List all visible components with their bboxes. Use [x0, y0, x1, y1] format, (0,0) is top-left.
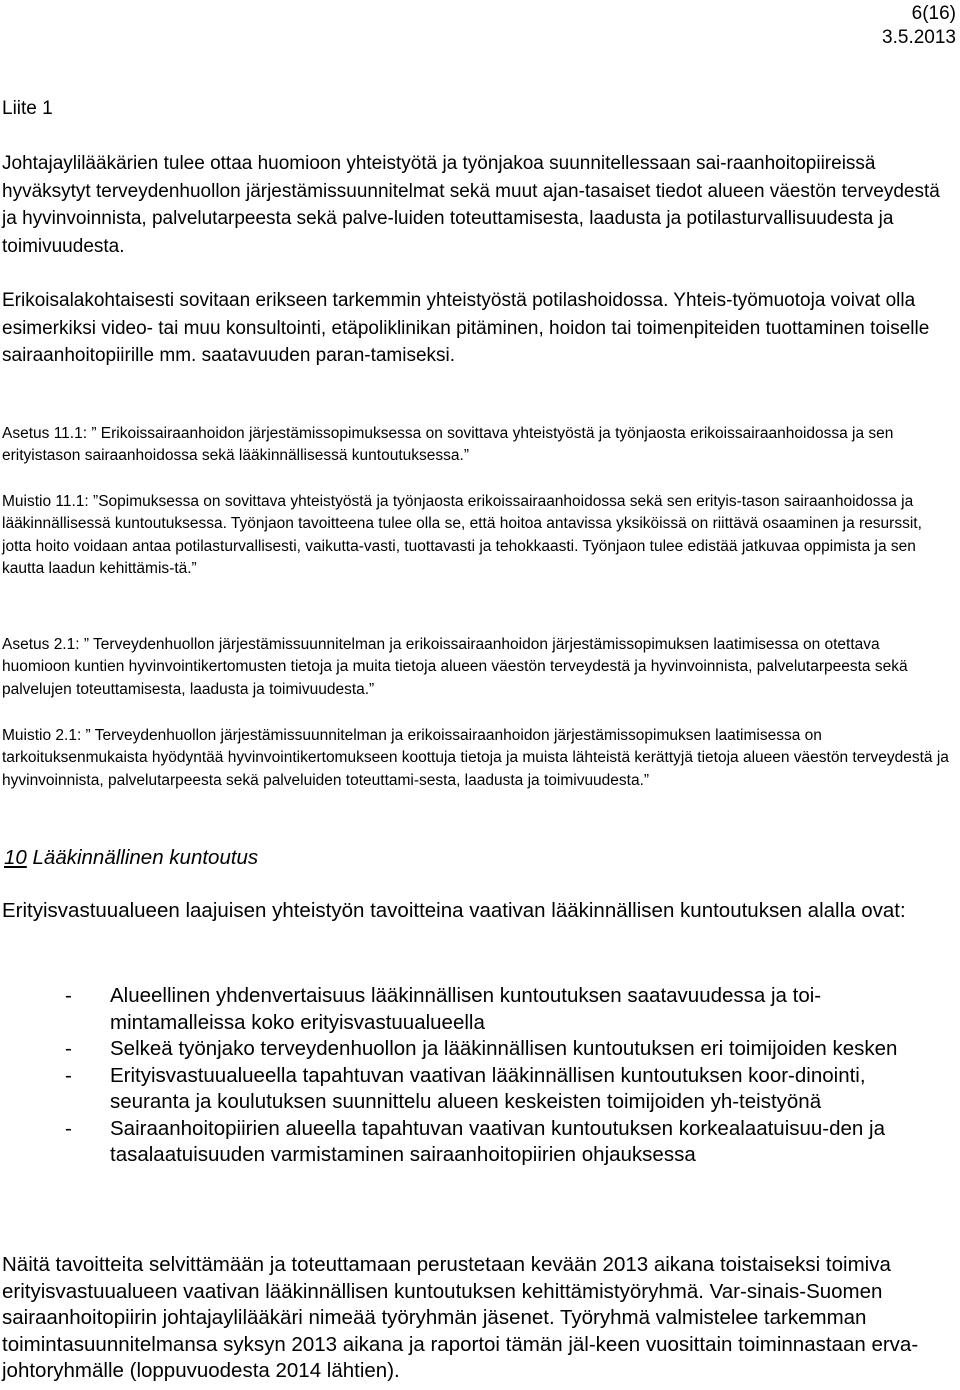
list-dash: -	[65, 1037, 72, 1060]
appendix-title: Liite 1	[2, 98, 53, 119]
section-title: Lääkinnällinen kuntoutus	[32, 846, 259, 869]
paragraph-decree-2-1: Asetus 2.1: ” Terveydenhuollon järjestämissuunnitelman ja erikoissairaanhoidon järjestämissopimuksen laatimisessa on otettava huomioon kuntien hyvinvointikertomusten tietoja ja muita tietoja alueen väestön terveydestä ja hyvinvoinnista, palvelutarpeesta sekä palvelujen toteuttamisesta, laadusta ja toimivuudesta.”	[2, 636, 908, 698]
list-dash: -	[65, 984, 72, 1007]
page-header	[882, 2, 956, 50]
page-number: 6(16)	[911, 3, 956, 24]
list-dash: -	[65, 1116, 72, 1140]
document-date: 3.5.2013	[882, 27, 956, 48]
list-item: - Erityisvastuualueella tapahtuvan vaativan lääkinnällisen kuntoutuksen koor-dinointi, seuranta ja koulutuksen suunnittelu alueen keskeisten toimijoiden yh-teistyönä	[65, 1063, 866, 1113]
list-dash: -	[65, 1063, 72, 1087]
paragraph-memo-2-1: Muistio 2.1: ” Terveydenhuollon järjestämissuunnitelman ja erikoissairaanhoidon järjestämissopimuksen laatimisessa on tarkoituksenmukaista hyödyntää hyvinvointikertomukseen koottuja tietoja ja muista lähteistä kerättyjä tietoja alueen väestön terveydestä ja hyvinvoinnista, palvelutarpeesta sekä palveluiden toteuttami-sesta, laadusta ja toimivuudesta.”	[2, 727, 949, 789]
section-heading	[4, 845, 258, 871]
section-number: 10	[4, 846, 27, 869]
paragraph-decree-11-1: Asetus 11.1: ” Erikoissairaanhoidon järjestämissopimuksessa on sovittava yhteistyöstä ja työnjaosta erikoissairaanhoidossa ja sen erityistason sairaanhoidossa sekä lääkinnällisessä kuntoutuksessa.”	[2, 425, 894, 465]
paragraph-coordination: Johtajaylilääkärien tulee ottaa huomioon yhteistyötä ja työnjakoa suunnitellessaan sai-raanhoitopiireissä hyväksytyt terveydenhuollon järjestämissuunnitelmat sekä muut ajan-tasaiset tiedot alueen väestön terveydestä ja hyvinvoinnista, palvelutarpeesta sekä palve-luiden toteuttamisesta, laadusta ja potilasturvallisuudesta ja toimivuudesta.	[2, 153, 940, 257]
paragraph-specialty-cooperation: Erikoisalakohtaisesti sovitaan erikseen tarkemmin yhteistyöstä potilashoidossa. Yhteis-työmuotoja voivat olla esimerkiksi video- tai muu konsultointi, etäpoliklinikan pitäminen, hoidon tai toimenpiteiden tuottaminen toiselle sairaanhoitopiirille mm. saatavuuden paran-tamiseksi.	[2, 290, 930, 367]
list-item: - Selkeä työnjako terveydenhuollon ja lääkinnällisen kuntoutuksen eri toimijoiden kesken	[2, 1036, 950, 1063]
list-item: - Sairaanhoitopiirien alueella tapahtuvan vaativan kuntoutuksen korkealaatuisuu-den ja tasalaatuisuuden varmistaminen sairaanhoitopiirien ohjauksessa	[65, 1116, 885, 1166]
list-item: - Alueellinen yhdenvertaisuus lääkinnällisen kuntoutuksen saatavuudessa ja toi-mintamalleissa koko erityisvastuualueella	[65, 984, 822, 1034]
goals-list	[2, 983, 950, 1169]
paragraph-memo-11-1: Muistio 11.1: ”Sopimuksessa on sovittava yhteistyöstä ja työnjaosta erikoissairaanhoidossa sekä sen erityis-tason sairaanhoidossa ja lääkinnällisessä kuntoutuksessa. Työnjaon tavoitteena tulee olla se, että hoitoa antavissa yksiköissä on riittävä osaaminen ja resurssit, jotta hoito voidaan antaa potilasturvallisesti, vaikutta-vasti, tuottavasti ja tehokkaasti. Työnjaon tulee edistää jatkuvaa oppimista ja sen kautta laadun kehittämis-tä.”	[2, 493, 922, 578]
section-intro: Erityisvastuualueen laajuisen yhteistyön tavoitteina vaativan lääkinnällisen kuntoutuksen alalla ovat:	[2, 899, 906, 922]
closing-paragraph: Näitä tavoitteita selvittämään ja toteuttamaan perustetaan kevään 2013 aikana toistaiseksi toimiva erityisvastuualueen vaativan lääkinnällisen kuntoutuksen kehittämistyöryhmä. Var-sinais-Suomen sairaanhoitopiirin johtajaylilääkäri nimeää työryhmän jäsenet. Työryhmä valmistelee tarkemman toimintasuunnitelmansa syksyn 2013 aikana ja raportoi tämän jäl-keen vuosittain toiminnastaan erva-johtoryhmälle (loppuvuodesta 2014 lähtien).	[2, 1253, 919, 1382]
